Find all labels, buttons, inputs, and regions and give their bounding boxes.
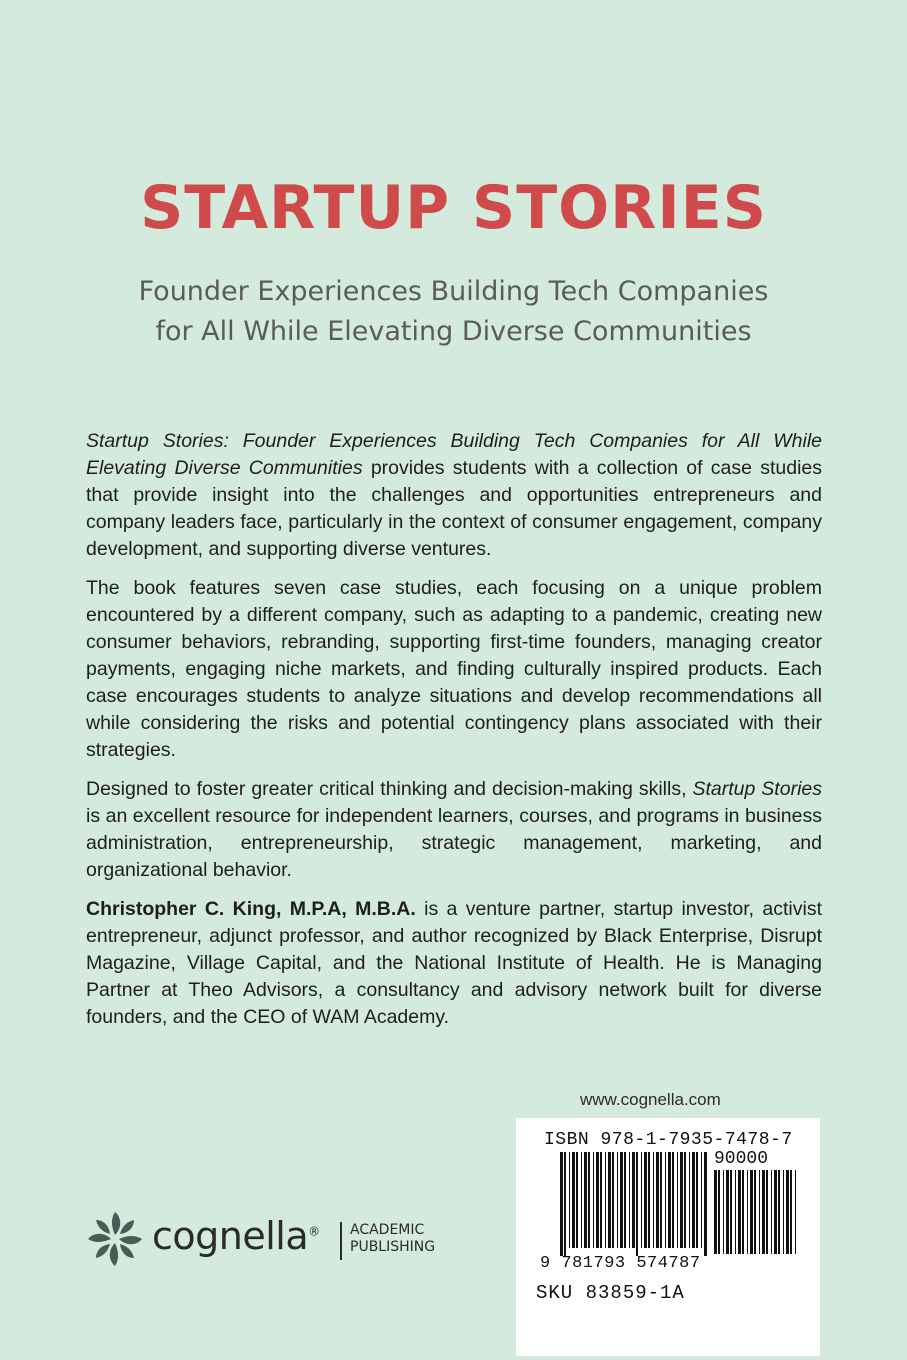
description	[86, 428, 822, 1043]
description-paragraph-2: The book features seven case studies, each focusing on a unique problem encountered by a different company, such as adapting to a pandemic, creating new consumer behaviors, rebranding, supporting first-time founders, managing creator payments, engaging niche markets, and finding culturally inspired products. Each case encourages students to analyze situations and develop recommendations all while considering the risks and potential contingency plans associated with their strategies.	[86, 577, 822, 761]
cognella-flower-logo-icon	[84, 1208, 146, 1270]
barcode-bar	[714, 1170, 717, 1254]
barcode-bar	[677, 1152, 678, 1248]
barcode-bar	[692, 1152, 695, 1248]
barcode-bar	[723, 1170, 724, 1254]
barcode-bar	[620, 1152, 623, 1248]
barcode-bar	[608, 1152, 611, 1248]
subtitle-line-2: for All While Elevating Diverse Communities	[155, 316, 752, 347]
barcode-bar	[653, 1152, 654, 1248]
barcode-bar	[786, 1170, 789, 1254]
barcode-bar	[629, 1152, 630, 1248]
barcode-bar	[605, 1152, 606, 1248]
author-bio	[86, 896, 822, 1031]
barcode-bar	[738, 1170, 741, 1254]
barcode-bar	[572, 1152, 575, 1248]
barcode-bar	[735, 1170, 736, 1254]
subtitle-line-1: Founder Experiences Building Tech Companies	[138, 276, 769, 307]
barcode-bar	[588, 1152, 590, 1248]
description-paragraph-3	[86, 776, 822, 884]
cover-title: STARTUP STORIES	[140, 173, 767, 243]
author-bio-text: is a venture partner, startup investor, activist entrepreneur, adjunct professor, and author recognized by Black Enterprise, Disrupt Magazine, Village Capital, and the National Institute of Health. He is Managing Partner at Theo Advisors, a consultancy and advisory network built for diverse founders, and the CEO of WAM Academy.	[86, 898, 822, 1028]
barcode-bar	[569, 1152, 570, 1248]
barcode-bar	[718, 1170, 720, 1254]
barcode-bar	[668, 1152, 671, 1248]
cover-subtitle	[0, 272, 907, 352]
barcode-bar	[696, 1152, 698, 1248]
isbn-barcode	[560, 1152, 710, 1256]
publisher-url: www.cognella.com	[580, 1090, 721, 1109]
barcode-bar	[660, 1152, 662, 1248]
barcode-bar	[680, 1152, 683, 1248]
isbn-text: ISBN 978-1-7935-7478-7	[544, 1130, 793, 1150]
barcode-bar	[762, 1170, 765, 1254]
publisher-name: cognella	[152, 1214, 309, 1258]
barcode-bar	[560, 1152, 563, 1256]
barcode-bar	[684, 1152, 686, 1248]
barcode-bar	[790, 1170, 792, 1254]
barcode-bar	[617, 1152, 618, 1248]
publisher-logo	[84, 1208, 464, 1272]
barcode-bar	[704, 1152, 707, 1256]
barcode-bar	[795, 1170, 796, 1254]
description-paragraph-1	[86, 428, 822, 563]
author-name: Christopher C. King, M.P.A, M.B.A.	[86, 898, 416, 920]
publisher-subline	[350, 1222, 435, 1256]
barcode-bar	[648, 1152, 650, 1248]
barcode-bar	[730, 1170, 732, 1254]
book-title-italic: Startup Stories: Founder Experiences Building Tech Companies for All While Elevating Diverse Communities	[86, 430, 822, 479]
barcode-bar	[689, 1152, 690, 1248]
barcode-bar	[665, 1152, 666, 1248]
barcode-bar	[656, 1152, 659, 1248]
barcode-bar	[624, 1152, 626, 1248]
paragraph-3-start: Designed to foster greater critical thinking and decision-making skills,	[86, 778, 693, 800]
barcode-bar	[576, 1152, 578, 1248]
barcode-bar	[783, 1170, 784, 1254]
subline-academic: ACADEMIC	[350, 1222, 425, 1238]
barcode-bar	[771, 1170, 772, 1254]
subline-publishing: PUBLISHING	[350, 1239, 436, 1255]
paragraph-3-text: is an excellent resource for independent learners, courses, and programs in business administration, entrepreneurship, strategic management, marketing, and organizational behavior.	[86, 805, 822, 881]
addon-text: 90000	[714, 1149, 769, 1169]
logo-divider	[340, 1222, 342, 1260]
barcode-bar	[766, 1170, 768, 1254]
barcode-bar	[596, 1152, 599, 1248]
barcode-bar	[672, 1152, 674, 1248]
publisher-wordmark	[152, 1214, 320, 1258]
barcode-bar	[632, 1152, 635, 1248]
barcode-bar	[593, 1152, 594, 1248]
barcode-bar	[750, 1170, 753, 1254]
barcode-bar	[759, 1170, 760, 1254]
registered-mark: ®	[308, 1224, 320, 1239]
sku-text: SKU 83859-1A	[536, 1282, 685, 1304]
barcode-bar	[754, 1170, 756, 1254]
barcode-bar	[701, 1152, 702, 1248]
barcode-bar	[584, 1152, 587, 1248]
addon-barcode	[714, 1170, 800, 1254]
barcode-bar	[564, 1152, 566, 1256]
barcode-bar	[778, 1170, 780, 1254]
barcode-bar	[644, 1152, 647, 1248]
barcode-bar	[612, 1152, 614, 1248]
barcode-bar	[600, 1152, 602, 1248]
barcode-bar	[742, 1170, 744, 1254]
ean-digits: 9 781793 574787	[540, 1254, 701, 1273]
barcode-bar	[747, 1170, 748, 1254]
barcode-bar	[641, 1152, 642, 1248]
barcode-bar	[726, 1170, 729, 1254]
paragraph-1-text: provides students with a collection of case studies that provide insight into the challenges and opportunities entrepreneurs and company leaders face, particularly in the context of consumer engagement, company development, and supporting diverse ventures.	[86, 457, 822, 560]
short-title-italic: Startup Stories	[692, 778, 822, 800]
barcode-bar	[774, 1170, 777, 1254]
barcode-bar	[581, 1152, 582, 1248]
barcode-box	[516, 1118, 820, 1356]
barcode-bar	[636, 1152, 638, 1256]
